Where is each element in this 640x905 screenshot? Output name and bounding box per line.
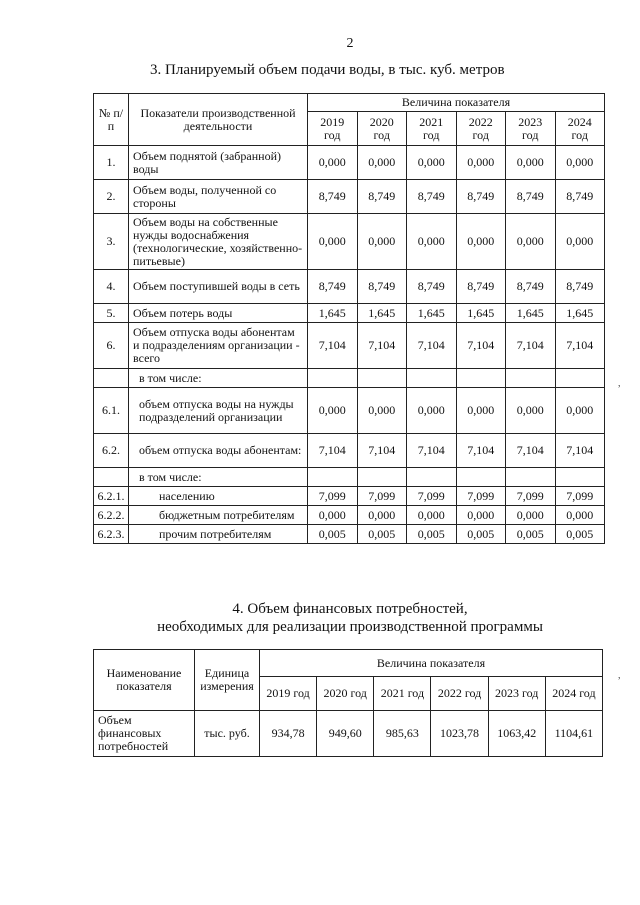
row-value: 0,005: [506, 525, 556, 544]
header-indicator: Показатели производственной деятельности: [129, 94, 308, 146]
table-row: [94, 487, 605, 506]
row-value: 1,645: [357, 304, 407, 323]
row-value: 7,099: [357, 487, 407, 506]
row-value: 0,000: [407, 214, 457, 270]
row-value: 7,104: [357, 323, 407, 369]
header-year: 2021 год: [407, 112, 457, 146]
row-value: 7,104: [407, 323, 457, 369]
row-value: 7,099: [407, 487, 457, 506]
row-value: 0,000: [407, 146, 457, 180]
row-value: 0,000: [357, 388, 407, 434]
table-row: [94, 270, 605, 304]
row-value: 7,104: [308, 434, 358, 468]
row-name: в том числе:: [129, 468, 308, 487]
row-value: 0,000: [308, 146, 358, 180]
row-value: 0,000: [456, 146, 506, 180]
header-name: Наименование показателя: [94, 650, 195, 711]
row-value: 985,63: [374, 711, 431, 757]
row-value: 0,000: [506, 214, 556, 270]
row-value: 0,000: [456, 506, 506, 525]
row-num: [94, 369, 129, 388]
row-name: населению: [129, 487, 308, 506]
row-value: 7,104: [357, 434, 407, 468]
row-value: [407, 468, 457, 487]
section-4-title-line2: необходимых для реализации производственной программы: [157, 619, 543, 635]
table-row: [94, 525, 605, 544]
row-name: Объем финансовых потребностей: [94, 711, 195, 757]
row-value: [308, 369, 358, 388]
row-value: 1023,78: [431, 711, 488, 757]
financial-needs-table: [93, 649, 603, 757]
row-value: [357, 468, 407, 487]
section-4-title-line1: 4. Объем финансовых потребностей,: [232, 601, 468, 617]
row-name: объем отпуска воды абонентам:: [129, 434, 308, 468]
row-value: 8,749: [308, 180, 358, 214]
row-value: 1,645: [308, 304, 358, 323]
row-value: 7,099: [308, 487, 358, 506]
row-value: [555, 468, 605, 487]
row-value: 0,000: [308, 214, 358, 270]
row-value: 7,099: [555, 487, 605, 506]
header-value: Величина показателя: [308, 94, 605, 112]
header-value: Величина показателя: [260, 650, 603, 677]
header-num: № п/п: [94, 94, 129, 146]
header-year: 2020 год: [357, 112, 407, 146]
row-value: [456, 468, 506, 487]
row-value: 7,099: [506, 487, 556, 506]
row-value: 1063,42: [488, 711, 545, 757]
row-value: 934,78: [260, 711, 317, 757]
table-row: [94, 369, 605, 388]
row-value: [407, 369, 457, 388]
row-value: 0,000: [407, 506, 457, 525]
header-year: 2020 год: [317, 677, 374, 711]
row-value: 7,104: [308, 323, 358, 369]
row-value: 8,749: [407, 270, 457, 304]
header-year: 2024 год: [555, 112, 605, 146]
row-value: 0,000: [555, 388, 605, 434]
header-year: 2019 год: [308, 112, 358, 146]
row-value: 8,749: [308, 270, 358, 304]
table-row: [94, 323, 605, 369]
row-value: 949,60: [317, 711, 374, 757]
row-value: 8,749: [555, 180, 605, 214]
row-name: Объем поднятой (забранной) воды: [129, 146, 308, 180]
row-value: 0,000: [357, 214, 407, 270]
table-row: [94, 506, 605, 525]
row-name: бюджетным потребителям: [129, 506, 308, 525]
row-value: 8,749: [506, 180, 556, 214]
water-supply-table: [93, 93, 605, 544]
row-value: 0,000: [555, 214, 605, 270]
row-unit: тыс. руб.: [195, 711, 260, 757]
scan-mark: ,: [618, 378, 621, 389]
row-value: 0,000: [506, 146, 556, 180]
row-value: 1,645: [506, 304, 556, 323]
row-value: [555, 369, 605, 388]
scan-mark: ,: [618, 670, 621, 681]
row-num: 3.: [94, 214, 129, 270]
row-value: 1,645: [555, 304, 605, 323]
row-value: 8,749: [555, 270, 605, 304]
row-value: 0,005: [407, 525, 457, 544]
row-value: 7,104: [407, 434, 457, 468]
row-value: [506, 468, 556, 487]
row-value: 7,104: [555, 323, 605, 369]
row-value: 0,000: [308, 506, 358, 525]
header-year: 2021 год: [374, 677, 431, 711]
row-value: 0,000: [506, 506, 556, 525]
row-value: 7,104: [506, 434, 556, 468]
row-value: 0,000: [555, 146, 605, 180]
header-year: 2022 год: [431, 677, 488, 711]
row-value: 0,005: [555, 525, 605, 544]
row-num: 6.: [94, 323, 129, 369]
page-number: 2: [346, 36, 354, 51]
row-num: 6.2.2.: [94, 506, 129, 525]
row-value: 8,749: [357, 180, 407, 214]
table-row: [94, 388, 605, 434]
row-num: 6.1.: [94, 388, 129, 434]
row-num: 6.2.1.: [94, 487, 129, 506]
row-value: 8,749: [357, 270, 407, 304]
table-row: [94, 146, 605, 180]
row-num: [94, 468, 129, 487]
row-value: 1,645: [407, 304, 457, 323]
row-value: 7,099: [456, 487, 506, 506]
row-num: 1.: [94, 146, 129, 180]
row-name: в том числе:: [129, 369, 308, 388]
row-name: Объем воды на собственные нужды водоснабжения (технологические, хозяйственно-питьевые): [129, 214, 308, 270]
row-value: [357, 369, 407, 388]
row-num: 4.: [94, 270, 129, 304]
header-year: 2023 год: [488, 677, 545, 711]
row-value: 7,104: [506, 323, 556, 369]
row-num: 2.: [94, 180, 129, 214]
row-value: [506, 369, 556, 388]
row-value: 0,000: [407, 388, 457, 434]
row-num: 6.2.3.: [94, 525, 129, 544]
row-value: 0,005: [456, 525, 506, 544]
row-value: 0,000: [555, 506, 605, 525]
row-value: 7,104: [456, 323, 506, 369]
row-name: объем отпуска воды на нужды подразделений организации: [129, 388, 308, 434]
row-value: 0,000: [357, 146, 407, 180]
row-value: 8,749: [407, 180, 457, 214]
row-value: 0,005: [308, 525, 358, 544]
header-year: 2022 год: [456, 112, 506, 146]
row-value: [308, 468, 358, 487]
row-value: 7,104: [456, 434, 506, 468]
row-value: 8,749: [506, 270, 556, 304]
header-year: 2019 год: [260, 677, 317, 711]
row-value: 1,645: [456, 304, 506, 323]
row-num: 5.: [94, 304, 129, 323]
table-row: [94, 180, 605, 214]
table-row: [94, 214, 605, 270]
row-value: 8,749: [456, 270, 506, 304]
row-value: 0,005: [357, 525, 407, 544]
table-row: [94, 304, 605, 323]
row-value: 0,000: [308, 388, 358, 434]
row-value: 1104,61: [545, 711, 602, 757]
row-num: 6.2.: [94, 434, 129, 468]
row-value: 0,000: [456, 214, 506, 270]
table-row: [94, 434, 605, 468]
row-name: прочим потребителям: [129, 525, 308, 544]
row-value: 8,749: [456, 180, 506, 214]
header-unit: Единица измерения: [195, 650, 260, 711]
section-3-title: 3. Планируемый объем подачи воды, в тыс. куб. метров: [150, 62, 505, 78]
row-value: 0,000: [456, 388, 506, 434]
table-row: [94, 468, 605, 487]
row-value: [456, 369, 506, 388]
header-year: 2024 год: [545, 677, 602, 711]
row-value: 0,000: [506, 388, 556, 434]
row-name: Объем отпуска воды абонентам и подразделениям организации - всего: [129, 323, 308, 369]
row-value: 0,000: [357, 506, 407, 525]
row-value: 7,104: [555, 434, 605, 468]
row-name: Объем потерь воды: [129, 304, 308, 323]
header-year: 2023 год: [506, 112, 556, 146]
row-name: Объем воды, полученной со стороны: [129, 180, 308, 214]
row-name: Объем поступившей воды в сеть: [129, 270, 308, 304]
